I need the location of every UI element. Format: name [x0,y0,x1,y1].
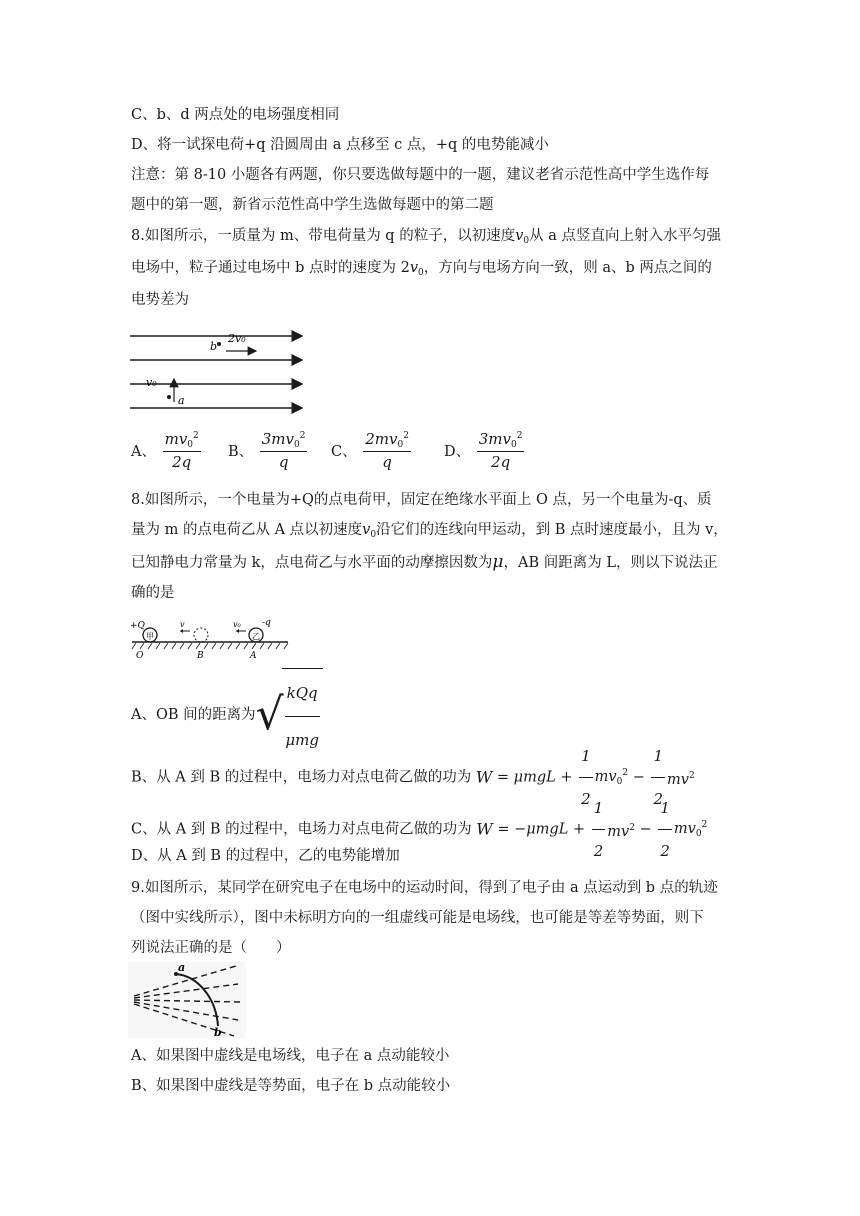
q9-line-3: 列说法正确的是（ ） [131,940,291,956]
q9-line-2: （图中实线所示），图中未标明方向的一组虚线可能是电场线，也可能是等差等势面，则下 [131,910,704,926]
uniform-field-figure [128,324,308,414]
svg-text:甲: 甲 [146,632,154,641]
point-a [167,395,171,399]
q8b-line-3: 已知静电力常量为 k，点电荷乙与水平面的动摩擦因数为μ，AB 间距离为 L，则以下说法正 [131,552,718,572]
svg-text:v: v [180,620,185,629]
2v0-label: 2v₀ [228,332,246,345]
q8b-option-a[interactable]: A、OB 间的距离为√ $\frac{\text{kQq}}{\text{μmg}}$ [131,668,323,762]
q8a-line-1: 8.如图所示，一质量为 m、带电荷量为 q 的粒子，以初速度$v_0$从 a 点竖直向上射入水平匀强 [131,228,722,246]
svg-text:B: B [197,651,204,660]
option-c-line: C、b、d 两点处的电场强度相同 [131,107,340,123]
option-d-line: D、将一试探电荷+q 沿圆周由 a 点移至 c 点，+q 的电势能减小 [131,137,549,153]
svg-text:-q: -q [262,618,271,628]
svg-text:b: b [214,1026,222,1038]
q8a-line-3: 电势差为 [131,292,189,308]
charge-at-b [194,628,208,642]
svg-text:A: A [250,651,257,660]
v0-symbol: $v_0$ [362,522,377,540]
q8b-line-2: 量为 m 的点电荷乙从 A 点以初速度$v_0$沿它们的连线向甲运动，到 B 点时速度最小，且为 v， [131,522,728,540]
q8b-line-4: 确的是 [131,585,175,601]
mu-symbol: μ [492,552,504,572]
q8a-option-b[interactable]: B、 $\frac{3mv_0^2}{q}$ [228,430,306,471]
q8b-option-c[interactable]: C、从 A 到 B 的过程中，电场力对点电荷乙做的功为 W = −μmgL + $\frac{1}{2}$ $mv^2$ − $\frac{1}{2}$ $mv_0^2$ [131,788,707,871]
q8a-option-d[interactable]: D、 $\frac{3mv_0^2}{2q}$ [444,430,523,471]
point-b [217,342,221,346]
trajectory-figure [128,962,246,1038]
b-label: b [210,340,218,353]
q8b-option-b[interactable]: B、从 A 到 B 的过程中，电场力对点电荷乙做的功为 W = μmgL + $\frac{1}{2}$ $mv_0^2$ − $\frac{1}{2}$ $mv^2$ [131,736,695,819]
q8b-option-d[interactable]: D、从 A 到 B 的过程中，乙的电势能增加 [131,848,400,864]
v0-symbol: $v_0$ [515,228,530,246]
v0-symbol: $v_0$ [409,260,424,278]
q8a-line-2: 电场中，粒子通过电场中 b 点时的速度为 $2v_0$，方向与电场方向一致，则 a、b 两点之间的 [131,260,712,278]
q9-option-a[interactable]: A、如果图中虚线是电场线，电子在 a 点动能较小 [131,1048,450,1064]
note-line-1: 注意：第 8-10 小题各有两题，你只要选做每题中的一题，建议老省示范性高中学生选作每 [131,167,710,183]
svg-text:O: O [136,651,144,660]
q8b-line-1: 8.如图所示，一个电量为+Q的点电荷甲，固定在绝缘水平面上 O 点，另一个电量为-q、质 [131,492,712,508]
a-label: a [178,394,185,407]
q8a-option-c[interactable]: C、 $\frac{2mv_0^2}{q}$ [331,430,409,471]
charges-on-surface-figure [128,616,293,660]
svg-text:乙: 乙 [252,632,260,641]
svg-text:a: a [178,962,186,974]
note-line-2: 题中的第一题，新省示范性高中学生选做每题中的第二题 [131,197,494,213]
svg-text:+Q: +Q [130,621,145,631]
v0-label: v₀ [146,376,157,389]
svg-text:v₀: v₀ [233,620,241,629]
q9-option-b[interactable]: B、如果图中虚线是等势面，电子在 b 点动能较小 [131,1078,451,1094]
q8a-option-a[interactable]: A、 $\frac{mv_0^2}{2q}$ [131,430,199,471]
q9-line-1: 9.如图所示，某同学在研究电子在电场中的运动时间，得到了电子由 a 点运动到 b 点的轨迹 [131,880,718,896]
